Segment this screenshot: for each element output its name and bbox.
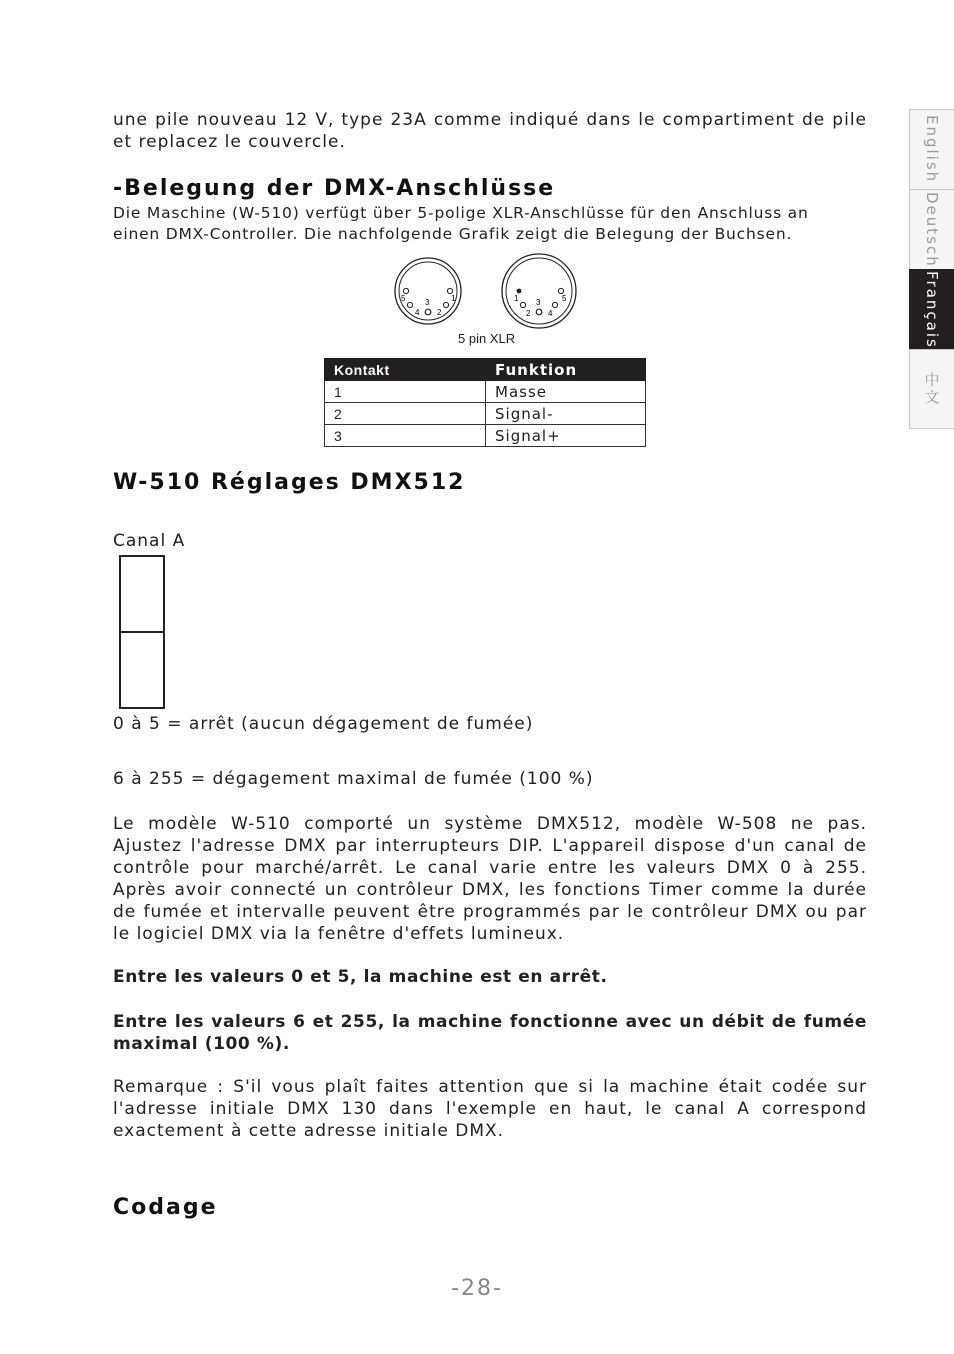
bold-note-max: Entre les valeurs 6 et 255, la machine fonctionne avec un débit de fumée maximal (100 %). (113, 1012, 867, 1054)
bold-note-off: Entre les valeurs 0 et 5, la machine est en arrêt. (113, 967, 608, 987)
female-pin-1: 1 (451, 294, 456, 303)
table-header-row (325, 359, 646, 381)
dmx-paragraph: Le modèle W-510 comporté un système DMX512, modèle W-508 ne pas. Ajustez l'adresse DMX par interrupteurs DIP. L'appareil dispose d'un canal de contrôle pour marché/arrêt. Le canal varie entre les valeurs DMX 0 à 255. Après avoir connecté un contrôleur DMX, les fonctions Timer comme la durée de fumée et intervalle peuvent être programmés par le contrôleur DMX ou par le logiciel DMX via la fenêtre d'effets lumineux. (113, 814, 867, 944)
table-row (325, 381, 646, 403)
channel-value-box-lower (119, 631, 165, 709)
male-pin-2: 2 (526, 309, 531, 318)
dmx-description: Die Maschine (W-510) verfügt über 5-polige XLR-Anschlüsse für den Anschluss an einen DMX-Controller. Die nachfolgende Grafik zeigt die Belegung der Buchsen. (113, 204, 809, 243)
coding-section-title: Codage (113, 1195, 218, 1220)
table-cell-funktion: Signal- (486, 403, 646, 425)
xlr-male-connector (502, 254, 576, 328)
remark-paragraph: Remarque : S'il vous plaît faites attention que si la machine était codée sur l'adresse initiale DMX 130 dans l'exemple en haut, le canal A correspond exactement à cette adresse initiale DMX. (113, 1077, 867, 1141)
female-pin-2: 2 (437, 308, 442, 317)
dmx-section-title: -Belegung der DMX-Anschlüsse (113, 176, 556, 201)
tab-deutsch[interactable]: Deutsch (909, 189, 954, 269)
channel-label: Canal A (113, 531, 186, 551)
tab-english[interactable]: English (909, 109, 954, 189)
male-pin-5: 5 (562, 294, 567, 303)
xlr-female-connector (395, 258, 461, 324)
male-pin-3: 3 (536, 298, 541, 307)
channel-value-box-upper (119, 555, 165, 633)
table-row (325, 403, 646, 425)
language-tabs (909, 109, 954, 429)
table-row (325, 425, 646, 447)
pin-assignment-table (324, 358, 646, 447)
connector-caption: 5 pin XLR (458, 331, 516, 346)
table-header-funktion: Funktion (486, 359, 646, 381)
male-pin-1: 1 (514, 294, 519, 303)
settings-section-title: W-510 Réglages DMX512 (113, 470, 466, 495)
intro-text: une pile nouveau 12 V, type 23A comme indiqué dans le compartiment de pile et replacez le couvercle. (113, 110, 867, 152)
table-cell-kontakt: 1 (325, 381, 486, 403)
page-number: -28- (451, 1276, 503, 1301)
table-cell-kontakt: 3 (325, 425, 486, 447)
tab-chinese[interactable]: 中文 (909, 349, 954, 429)
value-max-text: 6 à 255 = dégagement maximal de fumée (100 %) (113, 769, 594, 789)
female-pin-5: 5 (401, 294, 406, 303)
tab-francais[interactable]: Français (909, 269, 954, 349)
female-pin-4: 4 (415, 308, 420, 317)
table-cell-funktion: Signal+ (486, 425, 646, 447)
table-header-kontakt: Kontakt (325, 359, 486, 381)
value-off-text: 0 à 5 = arrêt (aucun dégagement de fumée) (113, 714, 534, 734)
female-pin-3: 3 (425, 298, 430, 307)
table-cell-kontakt: 2 (325, 403, 486, 425)
male-pin-4: 4 (548, 309, 553, 318)
table-cell-funktion: Masse (486, 381, 646, 403)
